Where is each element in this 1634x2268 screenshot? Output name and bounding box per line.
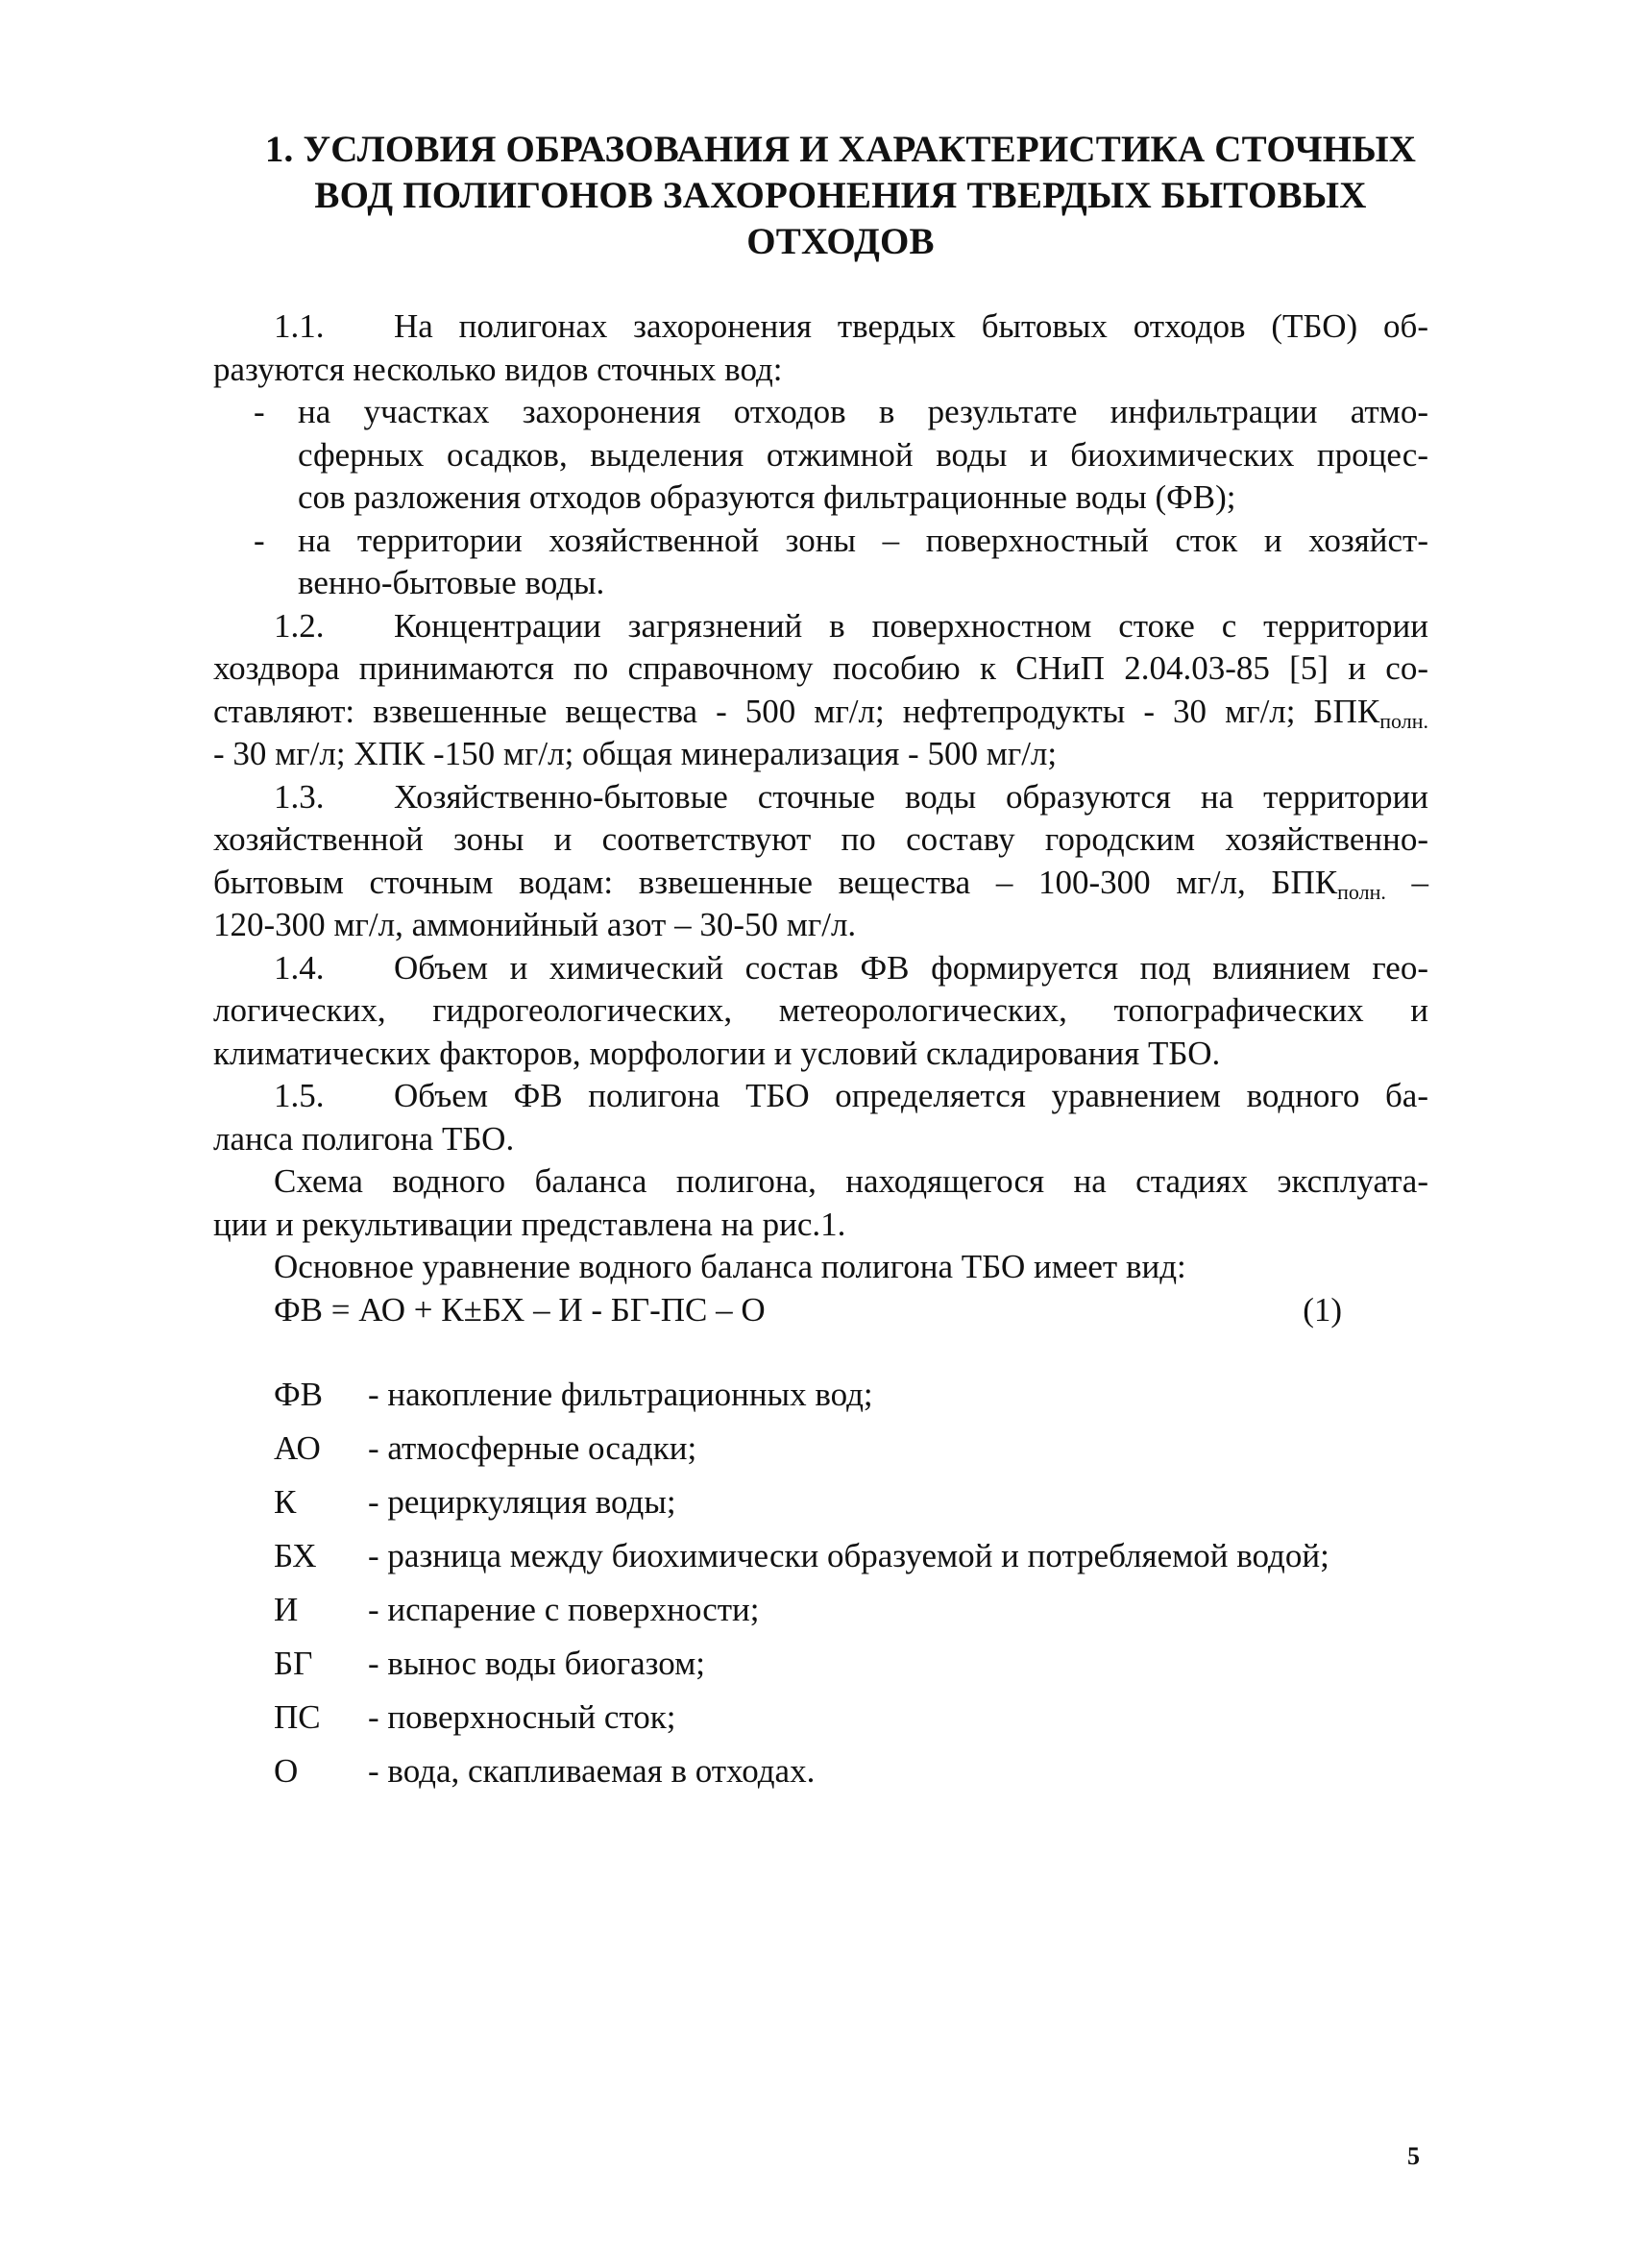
paragraph-text: климатических факторов, морфологии и условий складирования ТБО. xyxy=(213,1034,1221,1072)
paragraph-scheme xyxy=(213,1160,1428,1246)
paragraph-1-5 xyxy=(213,1075,1428,1160)
section-title xyxy=(221,127,1460,265)
paragraph-text: - 30 мг/л; ХПК -150 мг/л; общая минерализация - 500 мг/л; xyxy=(213,735,1058,772)
legend-symbol: О xyxy=(274,1752,299,1790)
legend-description: - атмосферные осадки; xyxy=(368,1429,697,1467)
paragraph-text: логических, гидрогеологических, метеорологических, топографических и xyxy=(213,991,1428,1029)
document-body xyxy=(213,305,1428,1335)
paragraph-text: ставляют: взвешенные вещества - 500 мг/л; нефтепродукты - 30 мг/л; БПК xyxy=(213,692,1380,730)
paragraph-number: 1.1. xyxy=(274,307,325,345)
paragraph-text: Концентрации загрязнений в поверхностном стоке с территории xyxy=(394,606,1428,645)
paragraph-text: ции и рекультивации представлена на рис.1. xyxy=(213,1205,846,1243)
bullet-dash: - xyxy=(254,393,265,430)
legend-symbol: ПС xyxy=(274,1698,321,1736)
paragraph-text: На полигонах захоронения твердых бытовых отходов (ТБО) об- xyxy=(394,307,1428,345)
paragraph-1-1 xyxy=(213,305,1428,605)
paragraph-text: Хозяйственно-бытовые сточные воды образуются на территории xyxy=(394,777,1428,816)
legend-description: - разница между биохимически образуемой и потребляемой водой; xyxy=(368,1537,1329,1574)
bullet-item xyxy=(213,391,1428,520)
legend-description: - накопление фильтрационных вод; xyxy=(368,1376,873,1413)
bullet-item xyxy=(213,520,1428,605)
legend-description: - рециркуляция воды; xyxy=(368,1483,676,1521)
subscript: полн. xyxy=(1337,879,1386,904)
bullet-text: венно-бытовые воды. xyxy=(298,564,605,601)
paragraph-text: бытовым сточным водам: взвешенные вещества – 100-300 мг/л, БПК xyxy=(213,863,1338,901)
bullet-text: на территории хозяйственной зоны – поверхностный сток и хозяйст- xyxy=(298,521,1428,559)
title-line-3: ОТХОДОВ xyxy=(746,221,935,262)
legend-description: - поверхносный сток; xyxy=(368,1698,676,1736)
paragraph-text: Объем и химический состав ФВ формируется под влиянием гео- xyxy=(394,948,1428,987)
bullet-text: на участках захоронения отходов в результате инфильтрации атмо- xyxy=(298,393,1428,430)
paragraph-number: 1.5. xyxy=(274,1077,325,1114)
bullet-text: сферных осадков, выделения отжимной воды и биохимических процес- xyxy=(298,435,1428,474)
subscript: полн. xyxy=(1379,708,1428,733)
paragraph-number: 1.2. xyxy=(274,606,325,645)
formula-text: ФВ = АО + К±БХ – И - БГ-ПС – О xyxy=(274,1290,766,1329)
legend-symbol: К xyxy=(274,1483,297,1521)
water-balance-formula xyxy=(213,1289,1428,1335)
legend-symbol: БХ xyxy=(274,1537,317,1574)
formula-number: (1) xyxy=(1303,1290,1342,1329)
paragraph-number: 1.4. xyxy=(274,948,325,987)
bullet-dash: - xyxy=(254,521,265,559)
paragraph-text: разуются несколько видов сточных вод: xyxy=(213,350,783,388)
paragraph-text: – xyxy=(1385,863,1429,901)
legend-symbol: БГ xyxy=(274,1645,313,1682)
paragraph-text: Объем ФВ полигона ТБО определяется уравнением водного ба- xyxy=(394,1077,1428,1114)
paragraph-1-4 xyxy=(213,947,1428,1076)
legend-description: - вода, скапливаемая в отходах. xyxy=(368,1752,816,1790)
paragraph-equation-intro xyxy=(213,1246,1428,1289)
legend-symbol: ФВ xyxy=(274,1376,323,1413)
paragraph-text: Основное уравнение водного баланса полигона ТБО имеет вид: xyxy=(274,1248,1186,1285)
title-line-1: 1. УСЛОВИЯ ОБРАЗОВАНИЯ И ХАРАКТЕРИСТИКА СТОЧНЫХ xyxy=(264,129,1417,170)
legend-symbol: АО xyxy=(274,1429,321,1467)
legend-symbol: И xyxy=(274,1591,299,1628)
paragraph-text: хозяйственной зоны и соответствуют по составу городским хозяйственно- xyxy=(213,820,1428,858)
bullet-text: сов разложения отходов образуются фильтрационные воды (ФВ); xyxy=(298,478,1236,516)
page-number: 5 xyxy=(1407,2142,1420,2170)
legend-description: - вынос воды биогазом; xyxy=(368,1645,705,1682)
legend-description: - испарение с поверхности; xyxy=(368,1591,760,1628)
paragraph-text: ланса полигона ТБО. xyxy=(213,1119,515,1158)
paragraph-text: 120-300 мг/л, аммонийный азот – 30-50 мг/л. xyxy=(213,906,857,943)
paragraph-1-3 xyxy=(213,776,1428,947)
paragraph-number: 1.3. xyxy=(274,777,325,816)
title-line-2: ВОД ПОЛИГОНОВ ЗАХОРОНЕНИЯ ТВЕРДЫХ БЫТОВЫХ xyxy=(314,175,1367,216)
paragraph-text: хоздвора принимаются по справочному пособию к СНиП 2.04.03-85 [5] и со- xyxy=(213,649,1428,687)
paragraph-1-2 xyxy=(213,605,1428,776)
paragraph-text: Схема водного баланса полигона, находящегося на стадиях эксплуата- xyxy=(274,1162,1428,1200)
